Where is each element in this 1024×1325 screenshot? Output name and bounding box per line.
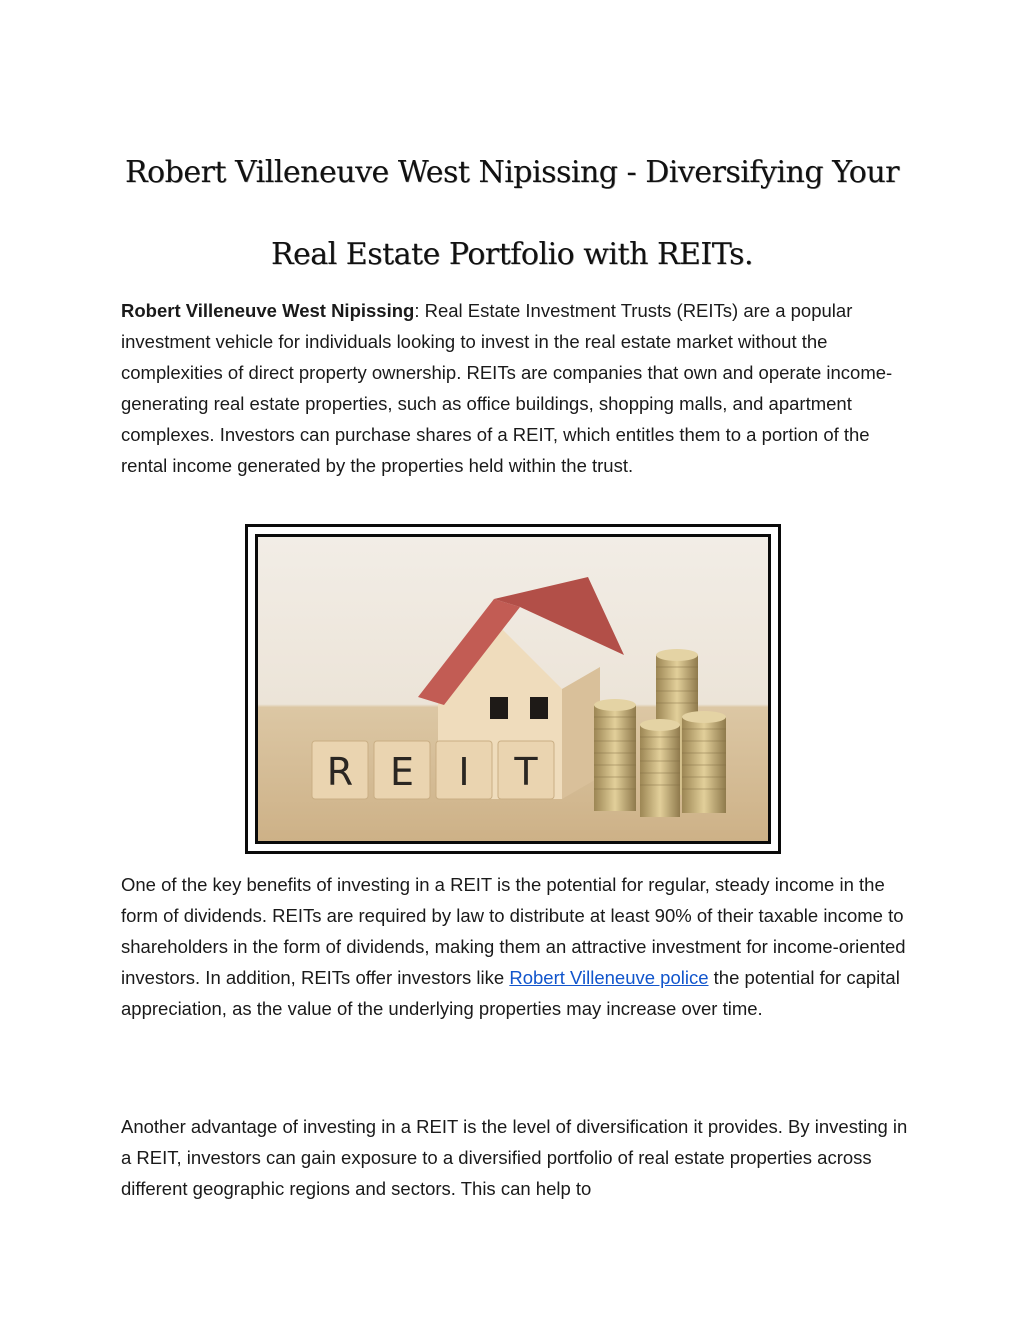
benefits-text-before-link: One of the key benefits of investing in a REIT is the potential for regular, steady income in the form of dividends. REITs are required by law to distribute at least 90% of their taxable income to shareholders in the form of dividends, making them an attractive investment for income-oriented investors. In addition, REITs offer investors like (121, 874, 906, 988)
paragraph-intro (121, 295, 911, 481)
reit-house-image (245, 524, 781, 854)
svg-text:I: I (458, 750, 470, 794)
house-window-left (490, 697, 508, 719)
tile-t (498, 741, 554, 799)
tile-e (374, 741, 430, 799)
svg-text:R: R (326, 750, 354, 794)
reit-illustration (258, 537, 768, 841)
robert-villeneuve-police-link[interactable]: Robert Villeneuve police (509, 967, 709, 988)
intro-body-text: : Real Estate Investment Trusts (REITs) are a popular investment vehicle for individuals looking to invest in the real estate market without the complexities of direct property ownership. REITs are companies that own and operate income-generating real estate properties, such as office buildings, shopping malls, and apartment complexes. Investors can purchase shares of a REIT, which entitles them to a portion of the rental income generated by the properties held within the trust. (121, 300, 893, 476)
svg-text:E: E (389, 750, 415, 794)
intro-lead-text: Robert Villeneuve West Nipissing (121, 300, 415, 321)
house-window-right (530, 697, 548, 719)
image-inner-border (255, 534, 771, 844)
tile-r (312, 741, 368, 799)
page-title-line-1: Robert Villeneuve West Nipissing - Diversifying Your (124, 155, 900, 190)
svg-text:T: T (514, 750, 538, 794)
tile-i (436, 741, 492, 799)
paragraph-benefits (121, 869, 911, 1024)
paragraph-diversification: Another advantage of investing in a REIT is the level of diversification it provides. By investing in a REIT, investors can gain exposure to a diversified portfolio of real estate properties across different geographic regions and sectors. This can help to (121, 1116, 908, 1199)
benefits-text-after-link: the potential for capital appreciation, as the value of the underlying properties may increase over time. (121, 967, 900, 1019)
page-title-line-2: Real Estate Portfolio with REITs. (270, 237, 754, 272)
